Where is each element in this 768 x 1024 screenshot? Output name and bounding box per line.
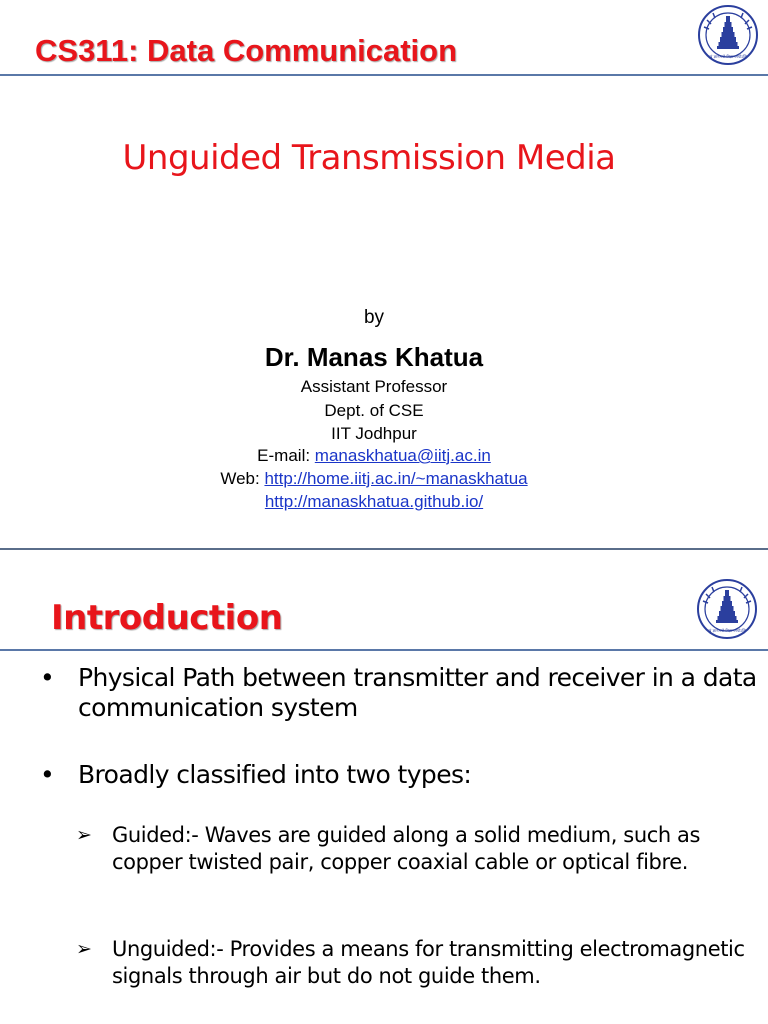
web-link-github[interactable]: http://manaskhatua.github.io/	[264, 492, 484, 511]
by-label: by	[363, 307, 385, 328]
web-line-2	[0, 492, 748, 512]
sub-item-text: Unguided:- Provides a means for transmitting electromagnetic signals through air but do not guide them.	[112, 937, 745, 988]
iitj-logo-icon	[697, 4, 759, 66]
bullet-text: Physical Path between transmitter and receiver in a data communication system	[78, 663, 757, 722]
email-line	[0, 446, 748, 466]
web-label: Web:	[220, 469, 265, 488]
arrow-bullet-icon: ➢	[76, 824, 92, 846]
presentation-title: Unguided Transmission Media	[122, 138, 616, 178]
sub-list-item	[76, 822, 756, 906]
email-label: E-mail:	[257, 446, 315, 465]
course-title: CS311: Data Communication	[35, 33, 458, 68]
bullet-item	[40, 663, 760, 725]
author-institute: IIT Jodhpur	[331, 424, 417, 443]
sub-list-item	[76, 936, 756, 1020]
author-department: Dept. of CSE	[324, 401, 424, 420]
title-underline	[0, 74, 768, 76]
bullet-marker: •	[40, 760, 55, 789]
intro-title: Introduction	[51, 598, 283, 638]
iitj-logo-icon	[696, 578, 758, 640]
author-position: Assistant Professor	[300, 377, 448, 396]
email-link[interactable]: manaskhatua@iitj.ac.in	[314, 446, 491, 465]
bullet-text: Broadly classified into two types:	[78, 760, 472, 789]
web-link-home[interactable]: http://home.iitj.ac.in/~manaskhatua	[264, 469, 528, 488]
author-name: Dr. Manas Khatua	[264, 342, 484, 372]
bullet-item	[40, 760, 760, 792]
arrow-bullet-icon: ➢	[76, 938, 92, 960]
slide-separator	[0, 548, 768, 550]
web-line	[0, 469, 748, 489]
svg-text:त्वं ज्ञानमयो विज्ञानमयोऽसि: त्वं ज्ञानमयो विज्ञानमयोऽसि	[708, 628, 746, 633]
bullet-marker: •	[40, 663, 55, 692]
svg-text:त्वं ज्ञानमयो विज्ञानमयोऽसि: त्वं ज्ञानमयो विज्ञानमयोऽसि	[709, 54, 747, 59]
intro-underline	[0, 649, 768, 651]
sub-item-text: Guided:- Waves are guided along a solid medium, such as copper twisted pair, copper coaxial cable or optical fibre.	[112, 823, 701, 874]
